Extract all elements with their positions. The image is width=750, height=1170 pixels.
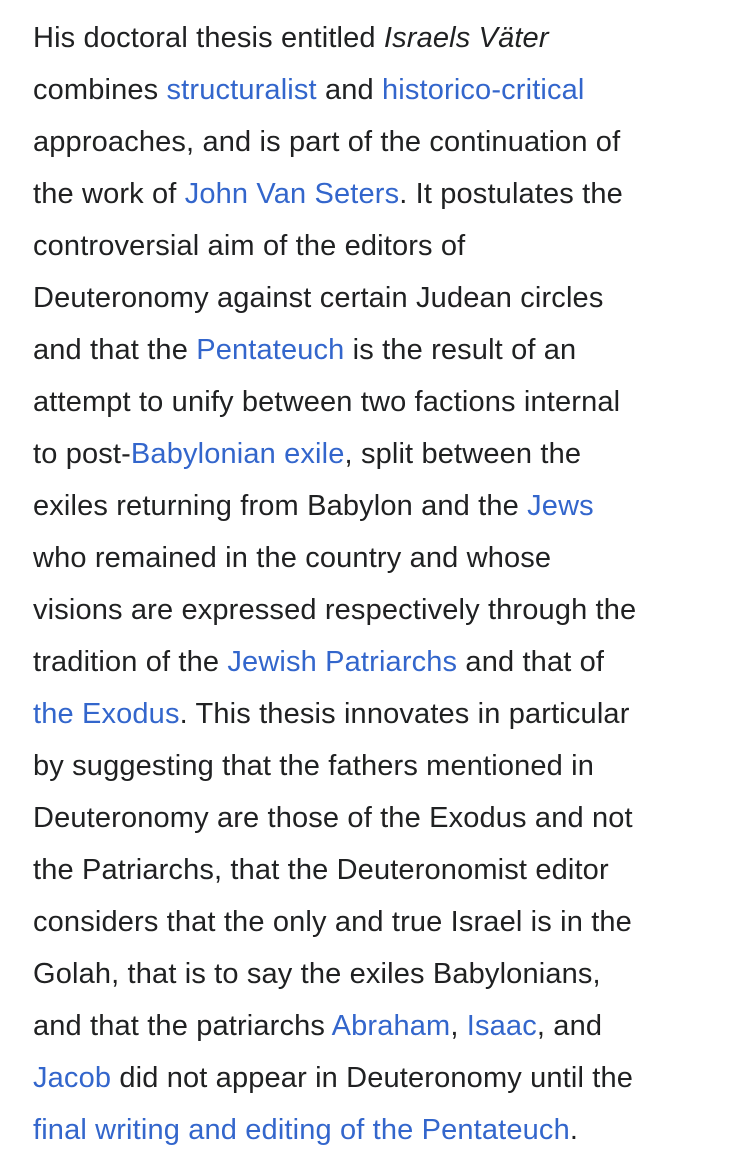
body-text: Golah, that is to say the exiles Babylonians, xyxy=(33,958,601,990)
paragraph-line xyxy=(33,844,750,896)
body-text: considers that the only and true Israel is in the xyxy=(33,906,632,938)
body-text: . xyxy=(569,1114,579,1146)
body-text: tradition of the xyxy=(33,646,228,678)
body-text: did not appear in Deuteronomy until the xyxy=(111,1062,634,1094)
body-text: , split between the xyxy=(344,438,582,470)
paragraph-line xyxy=(33,1104,750,1156)
paragraph-line xyxy=(33,428,750,480)
body-text: combines xyxy=(33,74,167,106)
paragraph-line xyxy=(33,116,750,168)
body-text: and that of xyxy=(457,646,605,678)
paragraph-line xyxy=(33,584,750,636)
wiki-link[interactable]: Jews xyxy=(527,490,594,522)
body-text: His doctoral thesis entitled xyxy=(33,22,384,54)
paragraph-line xyxy=(33,376,750,428)
wiki-link[interactable]: Babylonian exile xyxy=(130,438,345,470)
paragraph-line xyxy=(33,740,750,792)
paragraph-line xyxy=(33,792,750,844)
thesis-title: Israels Väter xyxy=(383,22,549,54)
body-text: the Patriarchs, that the Deuteronomist editor xyxy=(33,854,609,886)
paragraph-line xyxy=(33,12,750,64)
paragraph-line xyxy=(33,220,750,272)
body-text: by suggesting that the fathers mentioned in xyxy=(33,750,595,782)
wiki-link[interactable]: Jewish Patriarchs xyxy=(227,646,458,678)
body-text: is the result of an xyxy=(344,334,577,366)
paragraph-line xyxy=(33,688,750,740)
body-text: Deuteronomy are those of the Exodus and not xyxy=(33,802,633,834)
wiki-link[interactable]: structuralist xyxy=(166,74,317,106)
paragraph-line xyxy=(33,168,750,220)
wiki-link[interactable]: historico-critical xyxy=(382,74,585,106)
body-text: , xyxy=(450,1010,467,1042)
paragraph-line xyxy=(33,948,750,1000)
body-text: . It postulates the xyxy=(399,178,623,210)
wiki-link[interactable]: John Van Seters xyxy=(184,178,400,210)
body-text: . This thesis innovates in particular xyxy=(179,698,630,730)
paragraph-line xyxy=(33,1052,750,1104)
body-text: attempt to unify between two factions internal xyxy=(33,386,621,418)
paragraph-line xyxy=(33,532,750,584)
wiki-link[interactable]: Pentateuch xyxy=(196,334,345,366)
wiki-link[interactable]: final writing and editing of the Pentateuch xyxy=(33,1114,570,1146)
wiki-link[interactable]: Jacob xyxy=(33,1062,112,1094)
body-text: and xyxy=(316,74,382,106)
paragraph-line xyxy=(33,64,750,116)
body-text: exiles returning from Babylon and the xyxy=(33,490,528,522)
body-text: approaches, and is part of the continuation of xyxy=(33,126,621,158)
body-text: to post- xyxy=(33,438,131,470)
body-text: , and xyxy=(536,1010,603,1042)
body-text: who remained in the country and whose xyxy=(33,542,552,574)
wiki-link[interactable]: the Exodus xyxy=(33,698,180,730)
body-text: controversial aim of the editors of xyxy=(33,230,466,262)
paragraph-line xyxy=(33,480,750,532)
wiki-link[interactable]: Isaac xyxy=(466,1010,537,1042)
paragraph-line xyxy=(33,636,750,688)
thesis-paragraph xyxy=(33,12,750,1156)
wiki-link[interactable]: Abraham xyxy=(331,1010,451,1042)
body-text: the work of xyxy=(33,178,185,210)
paragraph-line xyxy=(33,272,750,324)
paragraph-line xyxy=(33,324,750,376)
body-text: visions are expressed respectively through the xyxy=(33,594,637,626)
body-text: and that the xyxy=(33,334,197,366)
paragraph-line xyxy=(33,1000,750,1052)
body-text: and that the patriarchs xyxy=(33,1010,332,1042)
paragraph-line xyxy=(33,896,750,948)
body-text: Deuteronomy against certain Judean circles xyxy=(33,282,604,314)
